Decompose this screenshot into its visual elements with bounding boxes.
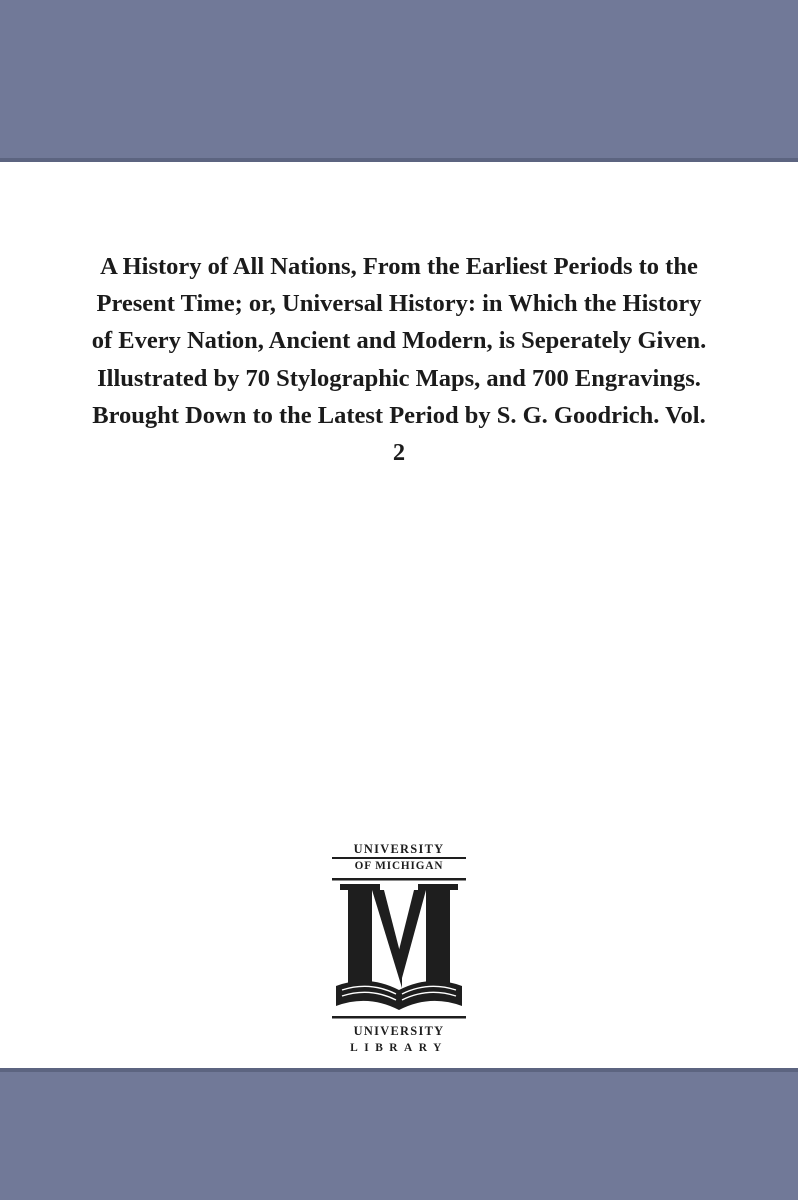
logo-text-university-bottom: UNIVERSITY	[353, 1024, 445, 1038]
logo-text-university: UNIVERSITY	[353, 842, 445, 856]
logo-text-library: LIBRARY	[350, 1042, 448, 1054]
logo-text-of-michigan: OF MICHIGAN	[354, 860, 444, 872]
university-library-logo	[330, 842, 468, 1058]
bottom-color-band	[0, 1068, 798, 1200]
top-color-band	[0, 0, 798, 162]
book-title: A History of All Nations, From the Earliest Periods to the Present Time; or, Universal History: in Which the History of Every Nation, Ancient and Modern, is Seperately Given. Illustrated by 70 Stylographic Maps, and 700 Engravings. Brought Down to the Latest Period by S. G. Goodrich. Vol. 2	[91, 253, 707, 467]
book-m-emblem-icon	[330, 878, 468, 1020]
